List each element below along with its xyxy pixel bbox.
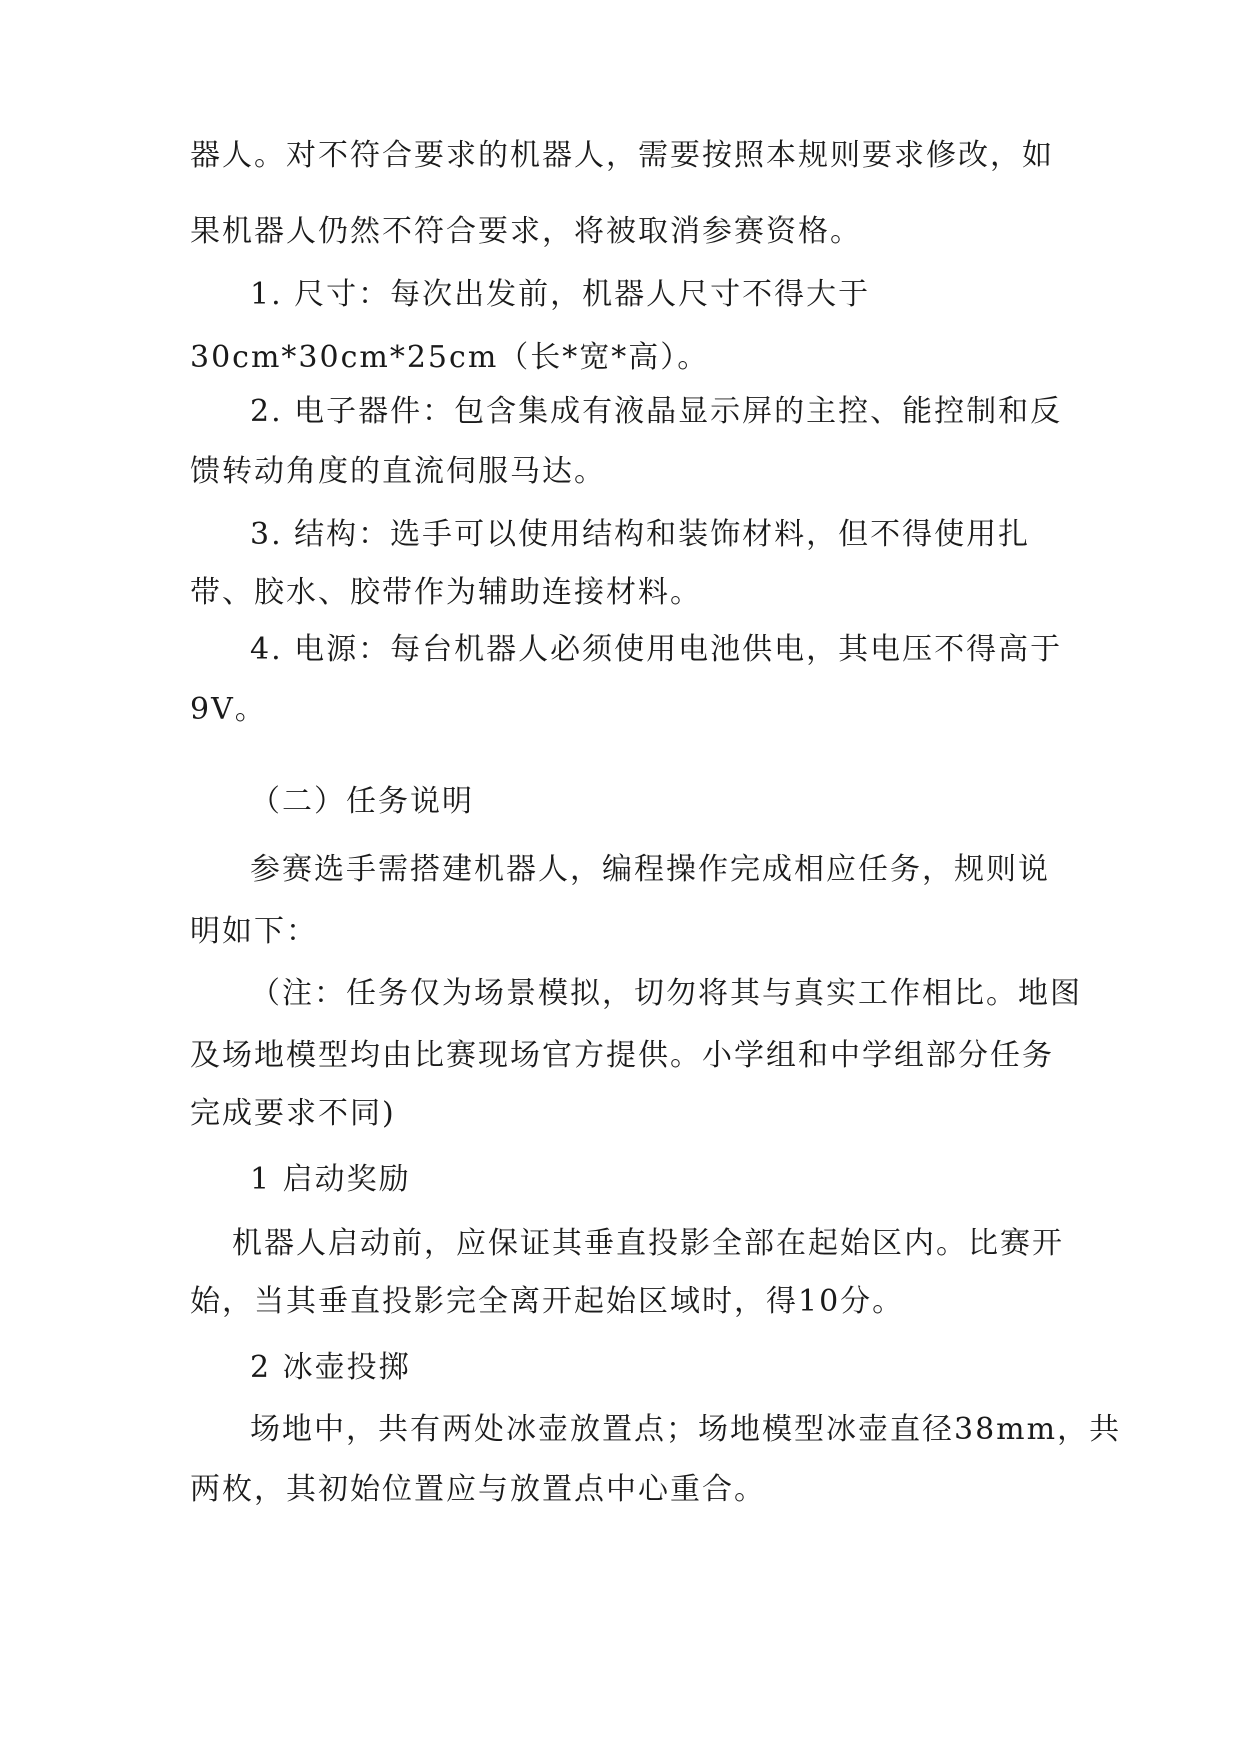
list-item-size-continued: 30cm*30cm*25cm（长*宽*高）。 bbox=[190, 340, 710, 375]
list-item-size: 1. 尺寸：每次出发前，机器人尺寸不得大于 bbox=[250, 277, 871, 312]
body-line: 明如下： bbox=[190, 914, 318, 949]
list-item-power-continued: 9V。 bbox=[190, 692, 267, 727]
list-item-structure-continued: 带、胶水、胶带作为辅助连接材料。 bbox=[190, 575, 702, 610]
body-line: 机器人启动前，应保证其垂直投影全部在起始区内。比赛开 bbox=[232, 1226, 1064, 1261]
note-line: （注：任务仅为场景模拟，切勿将其与真实工作相比。地图 bbox=[250, 976, 1082, 1011]
body-line: 始，当其垂直投影完全离开起始区域时，得10分。 bbox=[190, 1284, 905, 1319]
body-line: 参赛选手需搭建机器人，编程操作完成相应任务，规则说 bbox=[250, 852, 1050, 887]
note-line: 及场地模型均由比赛现场官方提供。小学组和中学组部分任务 bbox=[190, 1038, 1054, 1073]
subheading-start-bonus: 1 启动奖励 bbox=[250, 1162, 411, 1197]
list-item-power: 4. 电源：每台机器人必须使用电池供电，其电压不得高于 bbox=[250, 632, 1063, 667]
list-item-electronics: 2. 电子器件：包含集成有液晶显示屏的主控、能控制和反 bbox=[250, 394, 1063, 429]
body-line: 两枚，其初始位置应与放置点中心重合。 bbox=[190, 1472, 766, 1507]
section-heading: （二）任务说明 bbox=[250, 784, 474, 819]
note-line: 完成要求不同) bbox=[190, 1096, 396, 1131]
body-line: 果机器人仍然不符合要求，将被取消参赛资格。 bbox=[190, 214, 862, 249]
body-line: 器人。对不符合要求的机器人，需要按照本规则要求修改，如 bbox=[190, 138, 1054, 173]
list-item-structure: 3. 结构：选手可以使用结构和装饰材料，但不得使用扎 bbox=[250, 517, 1031, 552]
list-item-electronics-continued: 馈转动角度的直流伺服马达。 bbox=[190, 454, 606, 489]
subheading-curling-throw: 2 冰壶投掷 bbox=[250, 1350, 411, 1385]
body-line: 场地中，共有两处冰壶放置点；场地模型冰壶直径38mm，共 bbox=[250, 1412, 1122, 1447]
